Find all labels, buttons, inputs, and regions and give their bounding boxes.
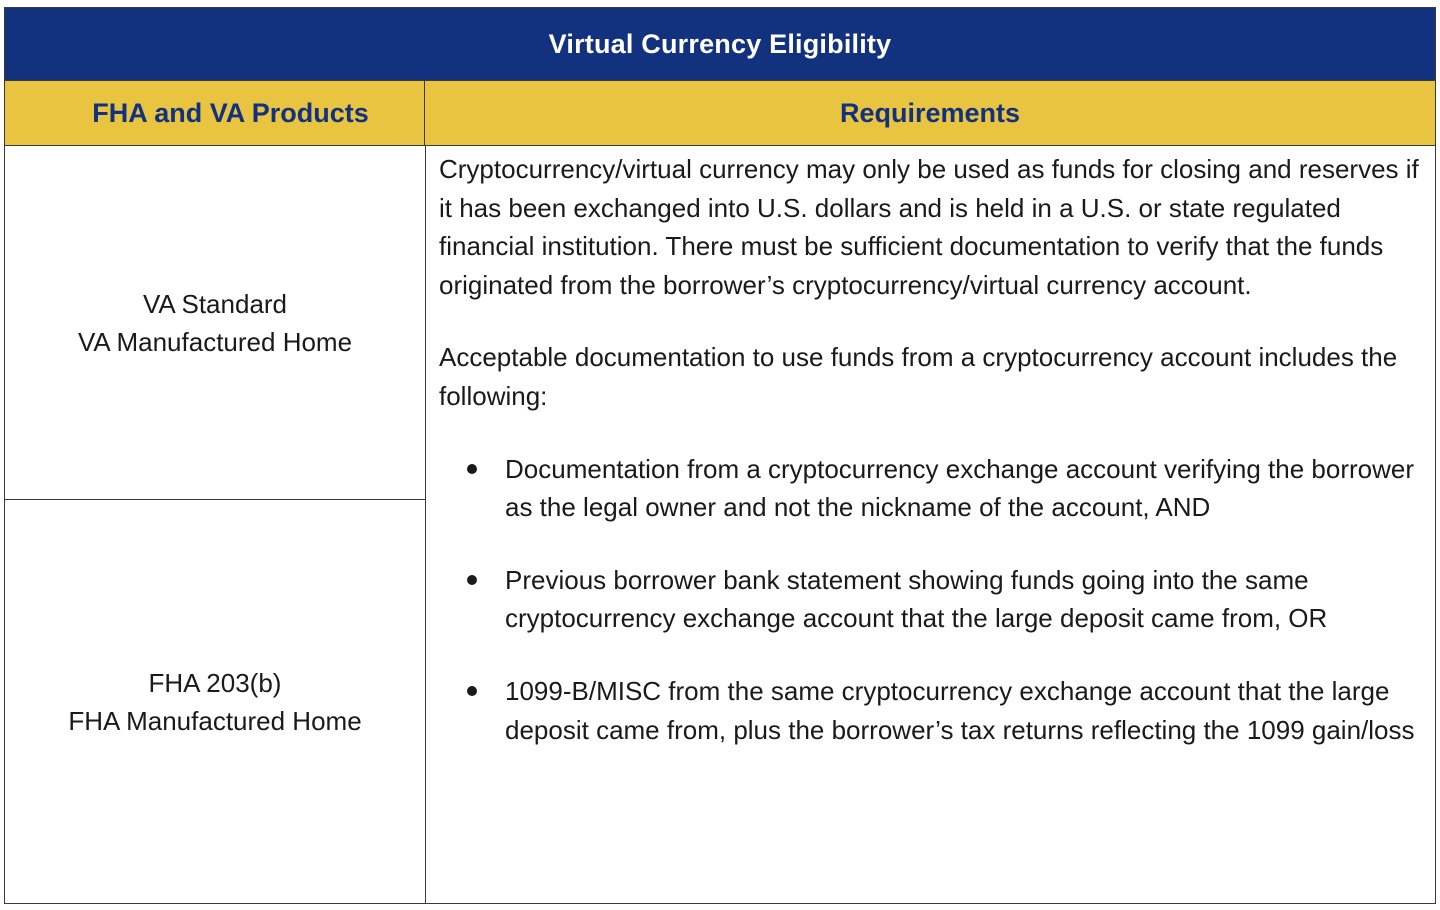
product-cell-fha [5, 500, 425, 903]
list-item [439, 672, 1429, 749]
eligibility-table [4, 7, 1436, 904]
product-name: VA Standard [142, 288, 288, 319]
requirements-cell [439, 150, 1429, 783]
requirements-paragraph: Cryptocurrency/virtual currency may only be used as funds for closing and reserves if it has been exchanged into U.S. dollars and is held in a U.S. or state regulated financial institution. There must be sufficient documentation to verify that the funds originated from the borrower’s cryptocurrency/virtual currency account. [439, 154, 1419, 300]
bullet-icon [467, 464, 477, 474]
table-title: Virtual Currency Eligibility [5, 8, 1435, 80]
documentation-list [439, 450, 1429, 750]
list-item [439, 450, 1429, 527]
list-item-text: Previous borrower bank statement showing funds going into the same cryptocurrency exchange account that the large deposit came from, OR [505, 564, 1328, 634]
bullet-icon [467, 575, 477, 585]
list-item-text: Documentation from a cryptocurrency exchange account verifying the borrower as the legal owner and not the nickname of the account, AND [505, 453, 1414, 523]
product-name: VA Manufactured Home [77, 326, 353, 357]
requirements-paragraph: Acceptable documentation to use funds from a cryptocurrency account includes the following: [439, 342, 1398, 411]
header-products: FHA and VA Products [5, 81, 425, 145]
list-item [439, 561, 1429, 638]
table-header-row [5, 80, 1435, 146]
header-requirements: Requirements [839, 97, 1021, 128]
bullet-icon [467, 686, 477, 696]
column-divider [425, 146, 426, 903]
list-item-text: 1099-B/MISC from the same cryptocurrency exchange account that the large deposit came from, plus the borrower’s tax returns reflecting the 1099 gain/loss [505, 675, 1415, 745]
product-name: FHA 203(b) [148, 667, 282, 698]
product-name: FHA Manufactured Home [68, 705, 362, 736]
product-cell-va [5, 146, 425, 500]
